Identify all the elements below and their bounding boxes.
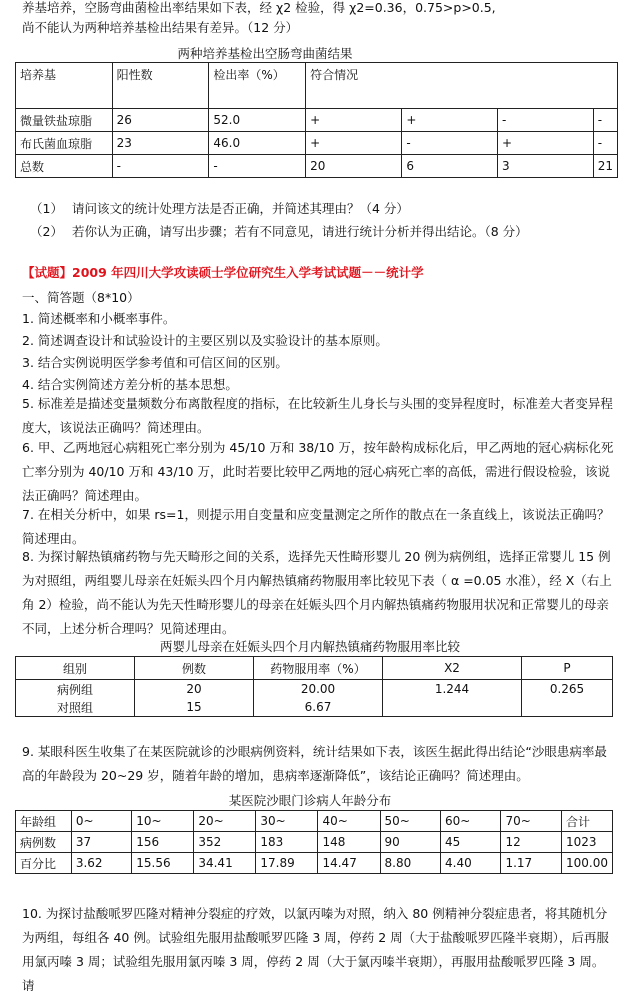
- intro-line-2: 尚不能认为两种培养基检出结果有差异。（12 分）: [22, 20, 299, 35]
- t3-cell: 20~: [194, 811, 256, 832]
- t2-header: X2: [383, 657, 522, 680]
- table-row: [16, 832, 613, 853]
- table-row: [16, 132, 618, 155]
- t2-cell: 20.00: [254, 680, 383, 699]
- t3-cell: 14.47: [318, 853, 380, 874]
- exam-question-4: 4. 结合实例简述方差分析的基本思想。: [22, 377, 238, 392]
- t3-cell: 37: [71, 832, 131, 853]
- exam-question-7: 7. 在相关分析中，如果 rs=1，则提示用自变量和应变量测定之所作的散点在一条直线上，该说法正确吗？简述理由。: [22, 507, 610, 546]
- t1-header: 培养基: [16, 63, 113, 109]
- t1-cell: +: [306, 132, 402, 155]
- t3-cell: 183: [256, 832, 318, 853]
- t1-cell: -: [593, 132, 617, 155]
- t3-cell: 1.17: [501, 853, 562, 874]
- table-row: [16, 853, 613, 874]
- exam-title: 【试题】2009 年四川大学攻读硕士学位研究生入学考试试题－－统计学: [22, 265, 424, 280]
- table-row: [16, 698, 613, 717]
- exam-question-2: 2. 简述调查设计和试验设计的主要区别以及实验设计的基本原则。: [22, 333, 388, 348]
- t1-cell: -: [209, 155, 306, 178]
- t2-header: 组别: [16, 657, 135, 680]
- exam-question-5: 5. 标准差是描述变量频数分布离散程度的指标，在比较新生儿身长与头围的变异程度时，标准差大者变异程度大，该说法正确吗？简述理由。: [22, 396, 613, 435]
- t1-cell: +: [306, 109, 402, 132]
- table-row: [16, 811, 613, 832]
- t1-header: [402, 63, 498, 109]
- t2-cell: 20: [135, 680, 254, 699]
- table-row: [16, 155, 618, 178]
- t3-cell: 100.00: [562, 853, 613, 874]
- exam-question-1: 1. 简述概率和小概率事件。: [22, 311, 176, 326]
- t3-cell: 17.89: [256, 853, 318, 874]
- t1-cell: 6: [402, 155, 498, 178]
- t1-header: 符合情况: [306, 63, 402, 109]
- table-row: [16, 680, 613, 699]
- t1-cell: 26: [112, 109, 209, 132]
- table2: [15, 656, 613, 717]
- t3-cell: 8.80: [380, 853, 440, 874]
- t1-cell: 布氏菌血琼脂: [16, 132, 113, 155]
- t2-cell: [383, 698, 522, 717]
- table1: [15, 62, 618, 178]
- t1-cell: 46.0: [209, 132, 306, 155]
- t3-cell: 90: [380, 832, 440, 853]
- t2-cell: [522, 698, 613, 717]
- exam-question-8: 8. 为探讨解热镇痛药物与先天畸形之间的关系，选择先天性畸形婴儿 20 例为病例组，选择正常婴儿 15 例为对照组，两组婴儿母亲在妊娠头四个月内解热镇痛药物服用率比较见下表（ α =0.05 水准），经 X（右上角 2）检验，尚不能认为先天性畸形婴儿的母亲在妊娠头四个月内解热镇痛药物服用状况和正常婴儿的母亲不同，上述分析合理吗？见简述理由。: [22, 549, 612, 636]
- t1-cell: -: [402, 132, 498, 155]
- exam-question-3: 3. 结合实例说明医学参考值和可信区间的区别。: [22, 355, 288, 370]
- t1-header: [593, 63, 617, 109]
- t2-cell: 1.244: [383, 680, 522, 699]
- t2-cell: 6.67: [254, 698, 383, 717]
- t3-cell: 百分比: [16, 853, 72, 874]
- t1-cell: -: [112, 155, 209, 178]
- question-1: 请问该文的统计处理方法是否正确，并简述其理由？（4 分）: [72, 201, 409, 216]
- t1-cell: 总数: [16, 155, 113, 178]
- t3-cell: 3.62: [71, 853, 131, 874]
- table2-caption: 两婴儿母亲在妊娠头四个月内解热镇痛药物服用率比较: [159, 639, 460, 654]
- t2-header: 药物服用率（%）: [254, 657, 383, 680]
- t1-cell: +: [402, 109, 498, 132]
- t3-cell: 40~: [318, 811, 380, 832]
- t3-cell: 50~: [380, 811, 440, 832]
- t3-cell: 70~: [501, 811, 562, 832]
- t1-cell: 52.0: [209, 109, 306, 132]
- table1-caption: 两种培养基检出空肠弯曲菌结果: [177, 46, 353, 61]
- t3-cell: 10~: [132, 811, 194, 832]
- t1-header: 阳性数: [112, 63, 209, 109]
- table-row: [16, 109, 618, 132]
- t2-cell: 对照组: [16, 698, 135, 717]
- t2-cell: 15: [135, 698, 254, 717]
- t3-cell: 0~: [71, 811, 131, 832]
- t3-cell: 合计: [562, 811, 613, 832]
- t2-cell: 病例组: [16, 680, 135, 699]
- t1-header: 检出率（%）: [209, 63, 306, 109]
- t3-cell: 病例数: [16, 832, 72, 853]
- table3-caption: 某医院沙眼门诊病人年龄分布: [228, 793, 392, 808]
- t1-header: [497, 63, 593, 109]
- section-heading: 一、简答题（8*10）: [22, 290, 140, 305]
- question-2-number: （2）: [30, 224, 63, 239]
- t3-cell: 1023: [562, 832, 613, 853]
- t3-cell: 352: [194, 832, 256, 853]
- t3-cell: 148: [318, 832, 380, 853]
- t1-cell: 微量铁盐琼脂: [16, 109, 113, 132]
- t2-header: 例数: [135, 657, 254, 680]
- t2-header: P: [522, 657, 613, 680]
- t3-cell: 年龄组: [16, 811, 72, 832]
- t1-cell: 20: [306, 155, 402, 178]
- t2-cell: 0.265: [522, 680, 613, 699]
- t1-cell: +: [497, 132, 593, 155]
- t1-cell: 3: [497, 155, 593, 178]
- t3-cell: 34.41: [194, 853, 256, 874]
- t3-cell: 15.56: [132, 853, 194, 874]
- intro-line-1: 养基培养，空肠弯曲菌检出率结果如下表，经 χ2 检验，得 χ2=0.36，0.75>p>0.5,: [22, 0, 496, 15]
- t3-cell: 156: [132, 832, 194, 853]
- question-1-number: （1）: [30, 201, 63, 216]
- t1-cell: 23: [112, 132, 209, 155]
- exam-question-6: 6. 甲、乙两地冠心病粗死亡率分别为 45/10 万和 38/10 万，按年龄构成标化后，甲乙两地的冠心病标化死亡率分别为 40/10 万和 43/10 万，此时若要比较甲乙两地的冠心病死亡率的高低，需进行假设检验，该说法正确吗？简述理由。: [22, 440, 614, 503]
- t3-cell: 12: [501, 832, 562, 853]
- question-2: 若你认为正确，请写出步骤；若有不同意见，请进行统计分析并得出结论。（8 分）: [72, 224, 528, 239]
- table3: [15, 810, 613, 874]
- t3-cell: 60~: [441, 811, 501, 832]
- t3-cell: 45: [441, 832, 501, 853]
- t1-cell: -: [497, 109, 593, 132]
- exam-question-9: 9. 某眼科医生收集了在某医院就诊的沙眼病例资料，统计结果如下表，该医生据此得出结论“沙眼患病率最高的年龄段为 20~29 岁，随着年龄的增加，患病率逐渐降低”，该结论正确吗？简述理由。: [22, 744, 607, 783]
- t3-cell: 30~: [256, 811, 318, 832]
- t3-cell: 4.40: [441, 853, 501, 874]
- t1-cell: -: [593, 109, 617, 132]
- exam-question-10: 10. 为探讨盐酸哌罗匹隆对精神分裂症的疗效，以氯丙嗪为对照，纳入 80 例精神分裂症患者，将其随机分为两组，每组各 40 例。试验组先服用盐酸哌罗匹隆 3 周，停药 2 周（大于盐酸哌罗匹隆半衰期），后再服用氯丙嗪 3 周；试验组先服用氯丙嗪 3 周，停药 2 周（大于氯丙嗪半衰期），再服用盐酸哌罗匹隆 3 周。请: [22, 906, 609, 993]
- t1-cell: 21: [593, 155, 617, 178]
